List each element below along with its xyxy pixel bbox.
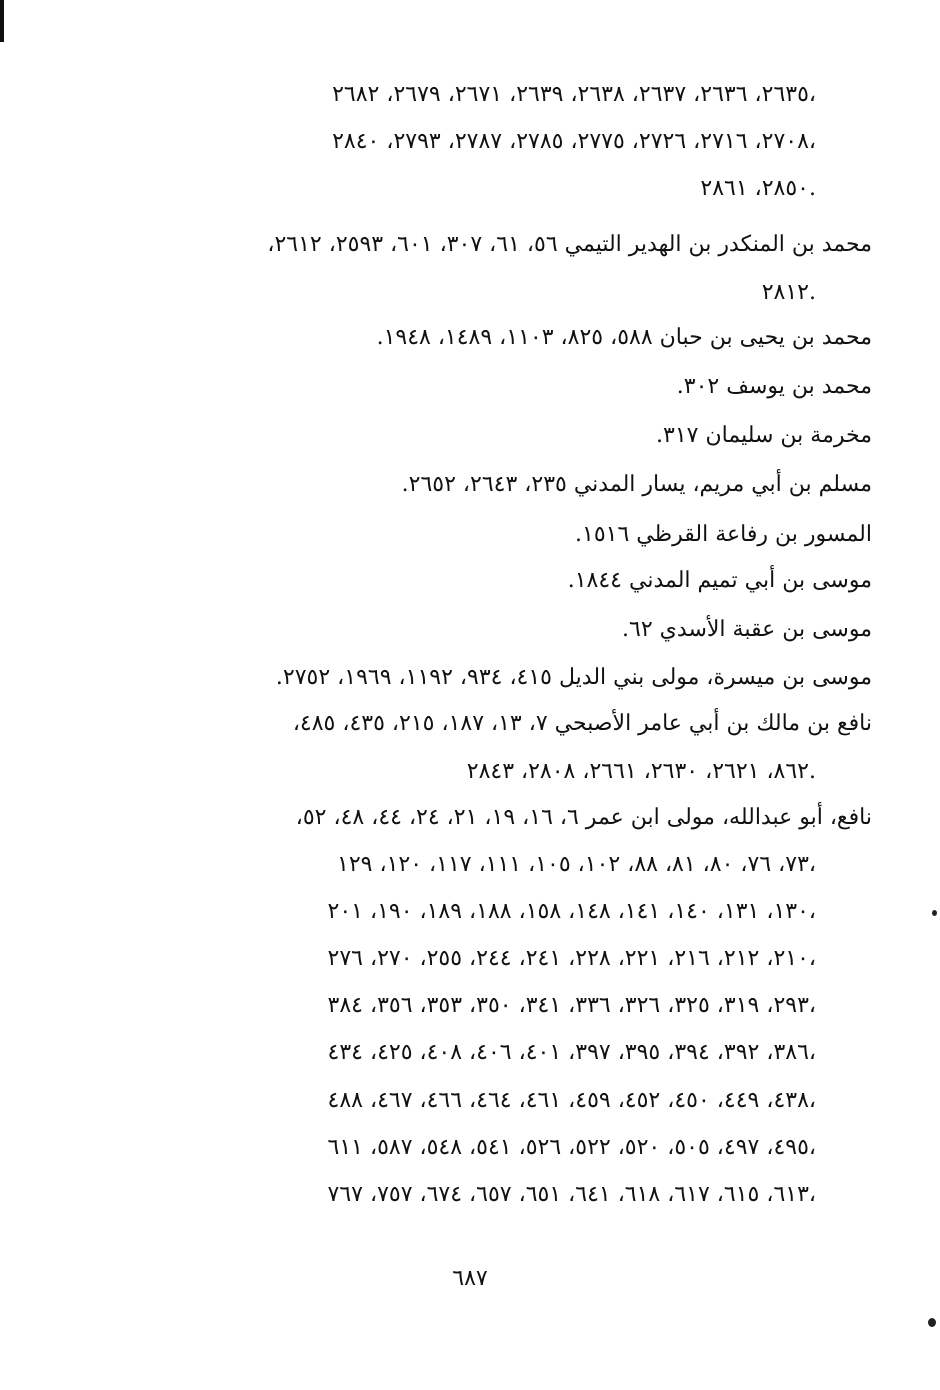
- index-entry: موسى بن عقبة الأسدي ٦٢.: [622, 617, 872, 642]
- index-line: ٣٨٦، ٣٩٢، ٣٩٤، ٣٩٥، ٣٩٧، ٤٠١، ٤٠٦، ٤٠٨، ٤٢٥، ٤٣٤،: [327, 1040, 816, 1065]
- index-entry: المسور بن رفاعة القرظي ١٥١٦.: [575, 522, 872, 547]
- index-entry: موسى بن أبي تميم المدني ١٨٤٤.: [567, 568, 872, 593]
- index-line: ٢٨٥٠، ٢٨٦١.: [700, 176, 816, 201]
- index-line: ٢٩٣، ٣١٩، ٣٢٥، ٣٢٦، ٣٣٦، ٣٤١، ٣٥٠، ٣٥٣، ٣٥٦، ٣٨٤،: [327, 993, 816, 1018]
- page-number: ٦٨٧: [452, 1266, 488, 1291]
- index-entry: محمد بن المنكدر بن الهدير التيمي ٥٦، ٦١، ٣٠٧، ٦٠١، ٢٥٩٣، ٢٦١٢،: [267, 232, 872, 257]
- index-line: ٤٩٥، ٤٩٧، ٥٠٥، ٥٢٠، ٥٢٢، ٥٢٦، ٥٤١، ٥٤٨، ٥٨٧، ٦١١،: [327, 1135, 816, 1160]
- index-line: ٧٣، ٧٦، ٨٠، ٨١، ٨٨، ١٠٢، ١٠٥، ١١١، ١١٧، ١٢٠، ١٢٩،: [337, 852, 816, 877]
- index-entry: محمد بن يحيى بن حبان ٥٨٨، ٨٢٥، ١١٠٣، ١٤٨٩، ١٩٤٨.: [376, 325, 872, 350]
- index-entry: مخرمة بن سليمان ٣١٧.: [656, 423, 872, 448]
- index-line: ٤٣٨، ٤٤٩، ٤٥٠، ٤٥٢، ٤٥٩، ٤٦١، ٤٦٤، ٤٦٦، ٤٦٧، ٤٨٨،: [327, 1088, 816, 1113]
- index-line: ٦١٣، ٦١٥، ٦١٧، ٦١٨، ٦٤١، ٦٥١، ٦٥٧، ٦٧٤، ٧٥٧، ٧٦٧،: [327, 1182, 816, 1207]
- index-line: ٢٧٠٨، ٢٧١٦، ٢٧٢٦، ٢٧٧٥، ٢٧٨٥، ٢٧٨٧، ٢٧٩٣، ٢٨٤٠،: [332, 129, 816, 154]
- index-line: ٢١٠، ٢١٢، ٢١٦، ٢٢١، ٢٢٨، ٢٤١، ٢٤٤، ٢٥٥، ٢٧٠، ٢٧٦،: [327, 946, 816, 971]
- index-line: ٢٨١٢.: [761, 280, 816, 305]
- index-entry: محمد بن يوسف ٣٠٢.: [676, 374, 872, 399]
- scan-speck: [928, 1318, 936, 1327]
- index-line: ١٣٠، ١٣١، ١٤٠، ١٤١، ١٤٨، ١٥٨، ١٨٨، ١٨٩، ١٩٠، ٢٠١،: [327, 899, 816, 924]
- index-line: ٢٦٣٥، ٢٦٣٦، ٢٦٣٧، ٢٦٣٨، ٢٦٣٩، ٢٦٧١، ٢٦٧٩، ٢٦٨٢،: [332, 82, 816, 107]
- scan-edge-mark: [0, 0, 4, 42]
- index-entry: نافع، أبو عبدالله، مولى ابن عمر ٦، ١٦، ١٩، ٢١، ٢٤، ٤٤، ٤٨، ٥٢،: [295, 805, 872, 830]
- index-entry: مسلم بن أبي مريم، يسار المدني ٢٣٥، ٢٦٤٣، ٢٦٥٢.: [401, 472, 872, 497]
- index-entry: نافع بن مالك بن أبي عامر الأصبحي ٧، ١٣، ١٨٧، ٢١٥، ٤٣٥، ٤٨٥،: [292, 711, 872, 736]
- scan-speck: [932, 910, 937, 916]
- index-entry: موسى بن ميسرة، مولى بني الديل ٤١٥، ٩٣٤، ١١٩٢، ١٩٦٩، ٢٧٥٢.: [275, 665, 872, 690]
- index-line: ٨٦٢، ٢٦٢١، ٢٦٣٠، ٢٦٦١، ٢٨٠٨، ٢٨٤٣.: [466, 759, 816, 784]
